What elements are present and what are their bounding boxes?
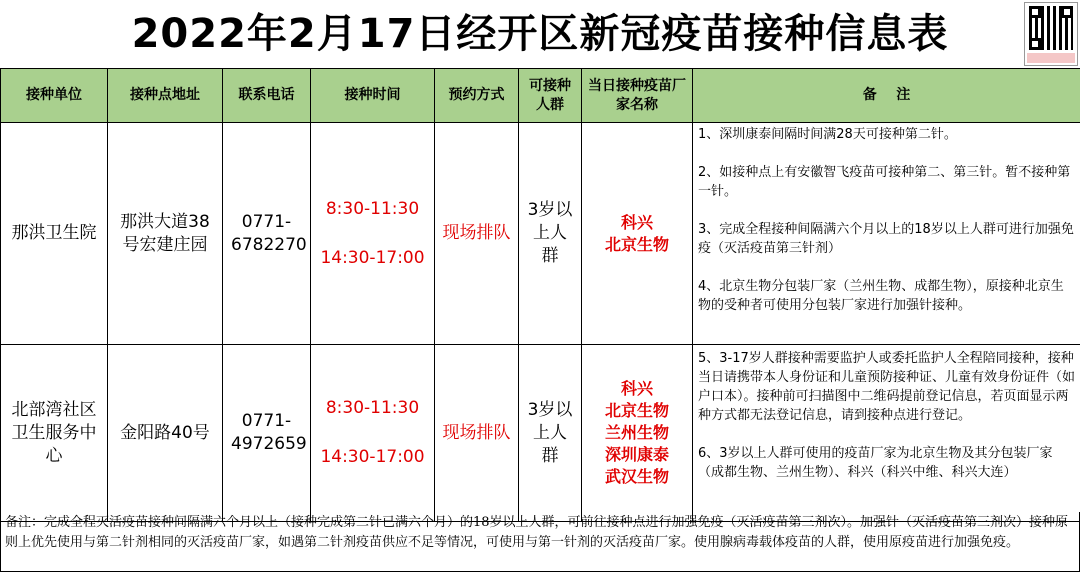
booking-cell: 现场排队 [435, 345, 519, 522]
time-pm: 14:30-17:00 [320, 247, 425, 268]
address-cell: 那洪大道38号宏建庄园 [108, 123, 223, 345]
vendor-name: 北京生物 [604, 234, 669, 254]
notes-cell [693, 123, 1080, 345]
address-cell: 金阳路40号 [108, 345, 223, 522]
vendor-name: 武汉生物 [604, 467, 669, 486]
vendor-name: 科兴 [620, 212, 653, 232]
vendor-cell [582, 345, 693, 522]
unit-cell: 北部湾社区卫生服务中心 [1, 345, 108, 522]
notes-clip [698, 349, 1076, 515]
time-cell [311, 123, 435, 345]
booking-cell: 现场排队 [435, 123, 519, 345]
time-am: 8:30-11:30 [325, 198, 420, 219]
col-header-vendor: 当日接种疫苗厂家名称 [582, 69, 693, 123]
col-header-booking: 预约方式 [435, 69, 519, 123]
col-header-notes: 备 注 [693, 69, 1080, 123]
notes-cell [693, 345, 1080, 522]
qr-caption [1027, 53, 1075, 63]
population-cell: 3岁以上人群 [519, 345, 582, 522]
phone-cell: 0771-6782270 [223, 123, 311, 345]
vendor-name: 科兴 [620, 379, 653, 398]
col-header-unit: 接种单位 [1, 69, 108, 123]
note-line: 6、3岁以上人群可使用的疫苗厂家为北京生物及其分包装厂家（成都生物、兰州生物）、科兴（科兴中维、科兴大连） [698, 446, 1053, 480]
footer-note: 备注：完成全程灭活疫苗接种间隔满六个月以上（接种完成第二针已满六个月）的18岁以上人群，可前往接种点进行加强免疫（灭活疫苗第三剂次）。加强针（灭活疫苗第三剂次）接种原则上优先使用与第二针剂相同的灭活疫苗厂家，如遇第二针剂疫苗供应不足等情况，可使用与第一针剂的灭活疫苗厂家。使用腺病毒载体疫苗的人群，使用原疫苗进行加强免疫。 [0, 512, 1080, 572]
table-row [1, 345, 1080, 522]
col-header-address: 接种点地址 [108, 69, 223, 123]
header-row [1, 69, 1080, 123]
note-line: 5、3-17岁人群接种需要监护人或委托监护人全程陪同接种，接种当日请携带本人身份证和儿童预防接种证、儿童有效身份证件（如户口本）。接种前可扫描图中二维码提前登记信息，若页面显示两种方式都无法登记信息，请到接种点进行登记。 [698, 351, 1076, 423]
note-line: 1、深圳康泰间隔时间满28天可接种第二针。 [698, 127, 957, 142]
vendor-name: 兰州生物 [604, 423, 669, 442]
note-line: 4、北京生物分包装厂家（兰州生物、成都生物），原接种北京生物的受种者可使用分包装厂家进行加强针接种。 [698, 279, 1064, 313]
time-pm: 14:30-17:00 [320, 447, 425, 467]
qr-finder [1029, 6, 1041, 18]
vendor-name: 北京生物 [604, 401, 669, 420]
qr-code[interactable] [1024, 2, 1078, 66]
vaccination-table [0, 68, 1080, 522]
qr-finder [1061, 6, 1073, 18]
unit-cell: 那洪卫生院 [1, 123, 108, 345]
col-header-time: 接种时间 [311, 69, 435, 123]
col-header-population: 可接种人群 [519, 69, 582, 123]
note-line: 3、完成全程接种间隔满六个月以上的18岁以上人群可进行加强免疫（灭活疫苗第三针剂） [698, 222, 1074, 256]
population-cell: 3岁以上人群 [519, 123, 582, 345]
note-line: 2、如接种点上有安徽智飞疫苗可接种第二、第三针。暂不接种第一针。 [698, 165, 1071, 199]
time-cell [311, 345, 435, 522]
time-am: 8:30-11:30 [325, 398, 420, 418]
qr-finder [1029, 38, 1041, 50]
vendor-cell [582, 123, 693, 345]
vendor-name: 深圳康泰 [604, 445, 669, 464]
page-title: 2022年2月17日经开区新冠疫苗接种信息表 [131, 11, 949, 57]
table-row [1, 123, 1080, 345]
phone-cell: 0771-4972659 [223, 345, 311, 522]
col-header-phone: 联系电话 [223, 69, 311, 123]
